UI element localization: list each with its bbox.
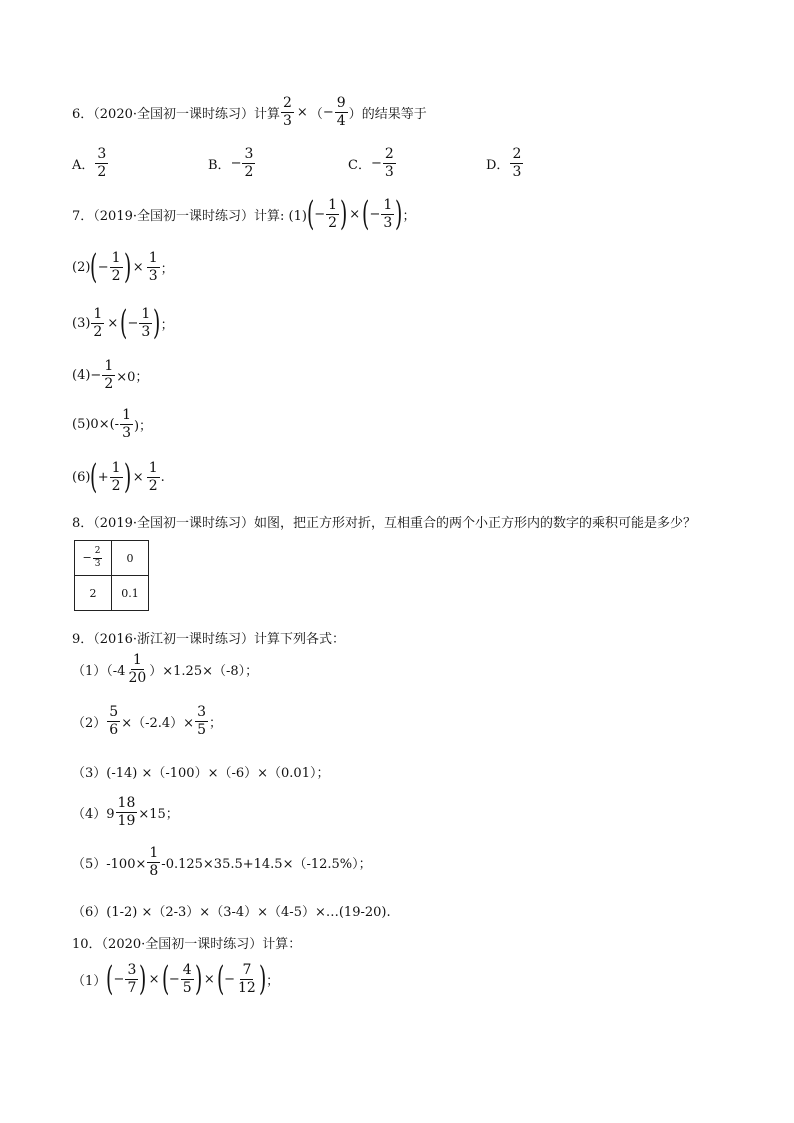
question-9-item-4: （4）9 $\frac{18}{19}$ ×15； (72, 795, 179, 829)
choice-c[interactable]: C． − $\frac{2}{3}$ (348, 146, 394, 180)
question-10-stem: 10．（2020·全国初一课时练习）计算： (72, 937, 302, 952)
question-8-stem: 8．（2019·全国初一课时练习）如图，把正方形对折，互相重合的两个小正方形内的数字的乘积可能是多少？ (72, 516, 696, 531)
question-6-prefix: 6．（2020·全国初一课时练习）计算 (72, 106, 280, 122)
choice-b[interactable]: B． − $\frac{3}{2}$ (208, 146, 254, 180)
question-9-item-3: （3）(-14) ×（-100）×（-6）×（0.01）； (72, 766, 330, 781)
grid-cell-top-left: − $\frac{2}{3}$ (75, 541, 112, 576)
grid-cell-top-right: 0 (112, 541, 149, 576)
question-9-item-6: （6）(1-2) ×（2-3）×（3-4）×（4-5）×…(19-20). (72, 905, 391, 920)
question-7-item-4: (4) − $\frac{1}{2}$ ×0； (72, 358, 149, 392)
question-9-stem: 9．（2016·浙江初一课时练习）计算下列各式： (72, 632, 345, 647)
folded-square-grid (74, 540, 149, 611)
question-7-item-5: (5) 0×(- $\frac{1}{3}$ )； (72, 407, 153, 441)
question-7-item-3: (3) $\frac{1}{2}$ × ( − $\frac{1}{3}$ ) ； (72, 303, 174, 343)
grid-cell-bottom-left: 2 (75, 576, 112, 611)
question-9-item-5: （5）-100× $\frac{1}{8}$ -0.125×35.5+14.5×（-12.5%）； (72, 845, 372, 879)
fraction: $\frac{9}{4}$ (336, 95, 346, 129)
question-7-item-1: 7．（2019·全国初一课时练习）计算: (1) ( − $\frac{1}{2}$ ) × ( − $\frac{1}{3}$ ) ； (72, 194, 416, 234)
grid-cell-bottom-right: 0.1 (112, 576, 149, 611)
choice-d[interactable]: D． $\frac{2}{3}$ (486, 146, 522, 180)
question-7-item-6: (6) ( + $\frac{1}{2}$ ) × $\frac{1}{2}$ . (72, 457, 165, 497)
question-10-item-1: （1） ( − $\frac{3}{7}$ ) × ( − $\frac{4}{5}$ ) × ( − $\frac{7}{12}$ ) ； (72, 959, 280, 999)
question-6-stem: 6．（2020·全国初一课时练习）计算 $\frac{2}{3}$ × （ − $\frac{9}{4}$ ） 的结果等于 (72, 95, 427, 129)
question-9-item-2: （2） $\frac{5}{6}$ ×（-2.4）× $\frac{3}{5}$ ； (72, 704, 222, 738)
fraction: $\frac{2}{3}$ (283, 95, 292, 129)
question-9-item-1: （1）（-4 $\frac{1}{20}$ ）×1.25×（-8）； (72, 652, 259, 686)
choice-a[interactable]: A． $\frac{3}{2}$ (72, 146, 107, 180)
question-7-item-2: (2) ( − $\frac{1}{2}$ ) × $\frac{1}{3}$ ； (72, 247, 174, 287)
question-6-suffix: 的结果等于 (361, 106, 427, 122)
